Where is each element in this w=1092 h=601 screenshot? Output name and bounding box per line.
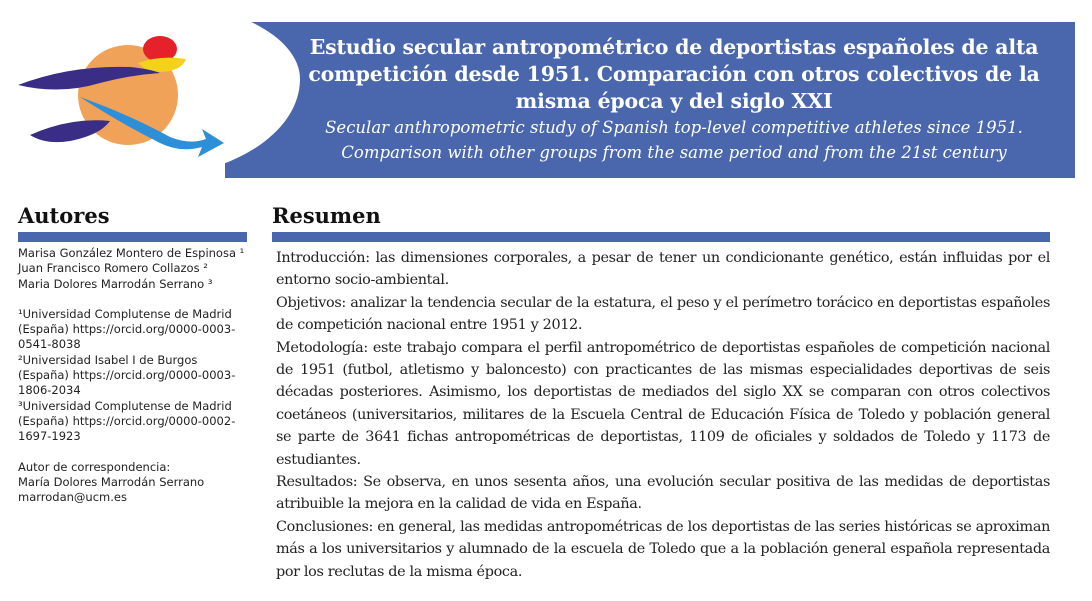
author-name: Juan Francisco Romero Collazos ²: [18, 261, 208, 276]
authors-column: [18, 202, 247, 505]
athlete-runner-logo-icon: [10, 25, 240, 175]
abstract-divider: [272, 232, 1050, 242]
abstract-methodology: Metodología: este trabajo compara el perfil antropométrico de deportistas españoles de competición nacional de 1951 (futbol, atletismo y baloncesto) con practicantes de las mismas especialidades deportivas de seis décadas posteriores. Asimismo, los deportistas de mediados del siglo XX se comparan con otros colectivos coetáneos (universitarios, militares de la Escuela Central de Educación Física de Toledo y población general se parte de 3641 fichas antropométricas de deportistas, 1109 de oficiales y soldados de Toledo y 1173 de estudiantes.: [276, 339, 1050, 468]
abstract-column: [272, 202, 1050, 583]
abstract-results: Resultados: Se observa, en unos sesenta años, una evolución secular positiva de las medidas de deportistas atribuible la mejora en la calidad de vida en España.: [276, 474, 1050, 513]
correspondence-label: Autor de correspondencia:: [18, 459, 171, 474]
abstract-introduction: Introducción: las dimensiones corporales, a pesar de tener un condicionante genético, están influidas por el entorno socio-ambiental.: [276, 250, 1050, 289]
authors-list: [18, 246, 247, 505]
affiliation: ³Universidad Complutense de Madrid (España) https://orcid.org/0000-0002-1697-1923: [18, 398, 236, 444]
correspondence-email[interactable]: marrodan@ucm.es: [18, 490, 127, 505]
title-block: [286, 34, 1062, 165]
author-name: Maria Dolores Marrodán Serrano ³: [18, 276, 213, 291]
authors-heading: Autores: [18, 203, 110, 228]
title-spanish: Estudio secular antropométrico de deportistas españoles de alta competición desde 1951. Comparación con otros colectivos de la misma época y del siglo XXI: [308, 35, 1040, 113]
affiliation: ¹Universidad Complutense de Madrid (España) https://orcid.org/0000-0003-0541-8038: [18, 306, 236, 352]
abstract-objectives: Objetivos: analizar la tendencia secular de la estatura, el peso y el perímetro torácico en deportistas españoles de competición nacional entre 1951 y 2012.: [276, 294, 1050, 334]
affiliation: ²Universidad Isabel I de Burgos (España) https://orcid.org/0000-0003-1806-2034: [18, 352, 236, 398]
title-english: Secular anthropometric study of Spanish top-level competitive athletes since 1951. Comparison with other groups from the same period and from the 21st century: [325, 118, 1023, 162]
abstract-conclusions: Conclusiones: en general, las medidas antropométricas de los deportistas de las series históricas se aproximan más a los universitarios y alumnado de la escuela de Toledo que a la población general española representada por los reclutas de la misma época.: [276, 518, 1050, 580]
correspondence-name: María Dolores Marrodán Serrano: [18, 474, 205, 489]
abstract-body: [272, 247, 1050, 583]
abstract-heading: Resumen: [272, 203, 381, 228]
logo-purple-leg: [30, 120, 110, 142]
authors-divider: [18, 232, 247, 242]
author-name: Marisa González Montero de Espinosa ¹: [18, 246, 245, 260]
